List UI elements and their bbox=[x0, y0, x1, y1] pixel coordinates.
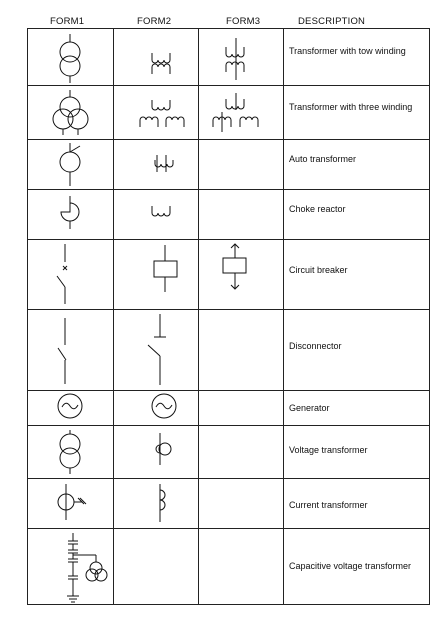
description-capacitive-voltage-transformer: Capacitive voltage transformer bbox=[289, 561, 412, 571]
description-auto-transformer: Auto transformer bbox=[289, 154, 357, 164]
header-description: DESCRIPTION bbox=[298, 16, 366, 27]
header-form1: FORM1 bbox=[50, 16, 85, 27]
header-form3: FORM3 bbox=[226, 16, 261, 27]
description-current-transformer: Current transformer bbox=[289, 500, 368, 510]
header-form2: FORM2 bbox=[137, 16, 172, 27]
description-choke-reactor: Choke reactor bbox=[289, 204, 346, 214]
description-circuit-breaker: Circuit breaker bbox=[289, 265, 348, 275]
description-transformer-three-winding: Transformer with three winding bbox=[289, 102, 413, 112]
description-transformer-two-winding: Transformer with tow winding bbox=[289, 46, 406, 56]
description-voltage-transformer: Voltage transformer bbox=[289, 445, 368, 455]
description-generator: Generator bbox=[289, 403, 330, 413]
description-disconnector: Disconnector bbox=[289, 341, 342, 351]
